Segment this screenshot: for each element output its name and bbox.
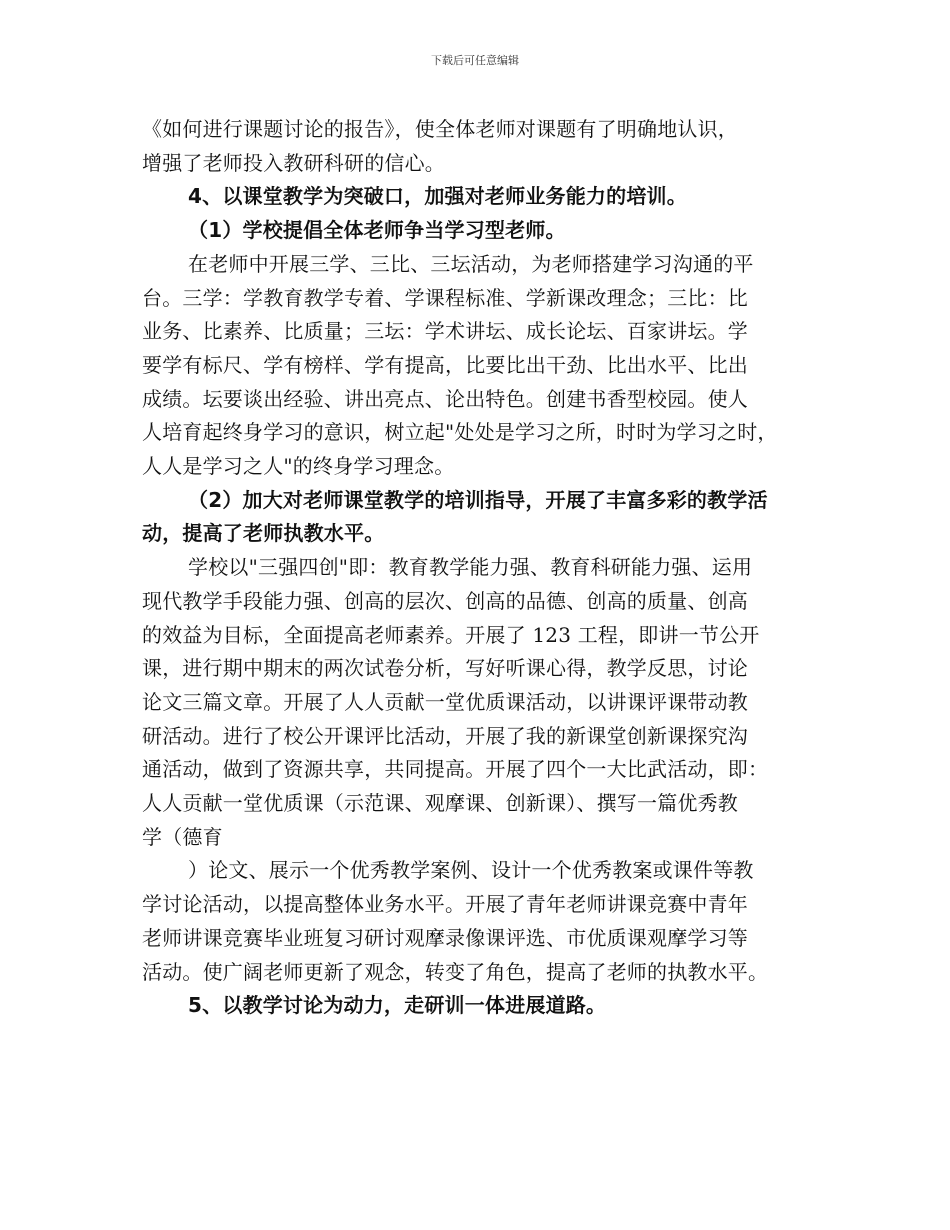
text-line: 学校以"三强四创"即：教育教学能力强、教育科研能力强、运用 — [188, 555, 753, 580]
text-line: 在老师中开展三学、三比、三坛活动，为老师搭建学习沟通的平 — [188, 251, 754, 276]
text-line: 通活动，做到了资源共享，共同提高。开展了四个一大比武活动，即： — [142, 757, 769, 782]
text-line: 人人是学习之人"的终身学习理念。 — [142, 454, 455, 479]
text-line: 论文三篇文章。开展了人人贡献一堂优质课活动，以讲课评课带动教 — [142, 689, 748, 714]
text-line: 人培育起终身学习的意识，树立起"处处是学习之所，时时为学习之时， — [142, 420, 778, 445]
heading-4: 4、以课堂教学为突破口，加强对老师业务能力的培训。 — [188, 184, 687, 209]
text-line: 活动。使广阔老师更新了观念，转变了角色，提高了老师的执教水平。 — [142, 959, 769, 984]
page-header: 下载后可任意编辑 — [431, 54, 519, 67]
text-line: 台。三学：学教育教学专着、学课程标准、学新课改理念；三比：比 — [142, 285, 748, 310]
text-line: （2）加大对老师课堂教学的培训指导，开展了丰富多彩的教学活 — [188, 487, 768, 512]
paragraph-three-strong — [142, 551, 817, 854]
text-line: 学讨论活动，以提高整体业务水平。开展了青年老师讲课竞赛中青年 — [142, 892, 748, 917]
text-line: 研活动。进行了校公开课评比活动，开展了我的新课堂创新课探究沟 — [142, 723, 748, 748]
text-line: 增强了老师投入教研科研的信心。 — [142, 150, 445, 175]
paragraph-three-learns — [142, 248, 817, 484]
text-line: 业务、比素养、比质量；三坛：学术讲坛、成长论坛、百家讲坛。学 — [142, 319, 748, 344]
text-line: 学（德育 — [142, 824, 223, 849]
subheading-4-1: （1）学校提倡全体老师争当学习型老师。 — [188, 218, 566, 243]
paragraph-activities — [142, 854, 817, 989]
text-line: 现代教学手段能力强、创高的层次、创高的品德、创高的质量、创高 — [142, 588, 748, 613]
paragraph-intro — [142, 113, 817, 180]
text-line: 《如何进行课题讨论的报告》，使全体老师对课题有了明确地认识， — [142, 117, 738, 141]
subheading-4-2 — [142, 484, 817, 551]
document-body — [142, 113, 817, 1023]
text-line: 的效益为目标，全面提高老师素养。开展了 123 工程，即讲一节公开 — [142, 622, 760, 647]
text-line: 要学有标尺、学有榜样、学有提高，比要比出干劲、比出水平、比出 — [142, 352, 748, 377]
text-line: 人人贡献一堂优质课（示范课、观摩课、创新课）、撰写一篇优秀教 — [142, 791, 738, 816]
text-line: ）论文、展示一个优秀教学案例、设计一个优秀教案或课件等教 — [188, 858, 754, 883]
heading-5: 5、以教学讨论为动力，走研训一体进展道路。 — [188, 993, 607, 1018]
text-line: 课，进行期中期末的两次试卷分析，写好听课心得，教学反思，讨论 — [142, 656, 748, 681]
text-line: 动，提高了老师执教水平。 — [142, 521, 385, 546]
text-line: 老师讲课竞赛毕业班复习研讨观摩录像课评选、市优质课观摩学习等 — [142, 925, 748, 950]
text-line: 成绩。坛要谈出经验、讲出亮点、论出特色。创建书香型校园。使人 — [142, 386, 748, 411]
